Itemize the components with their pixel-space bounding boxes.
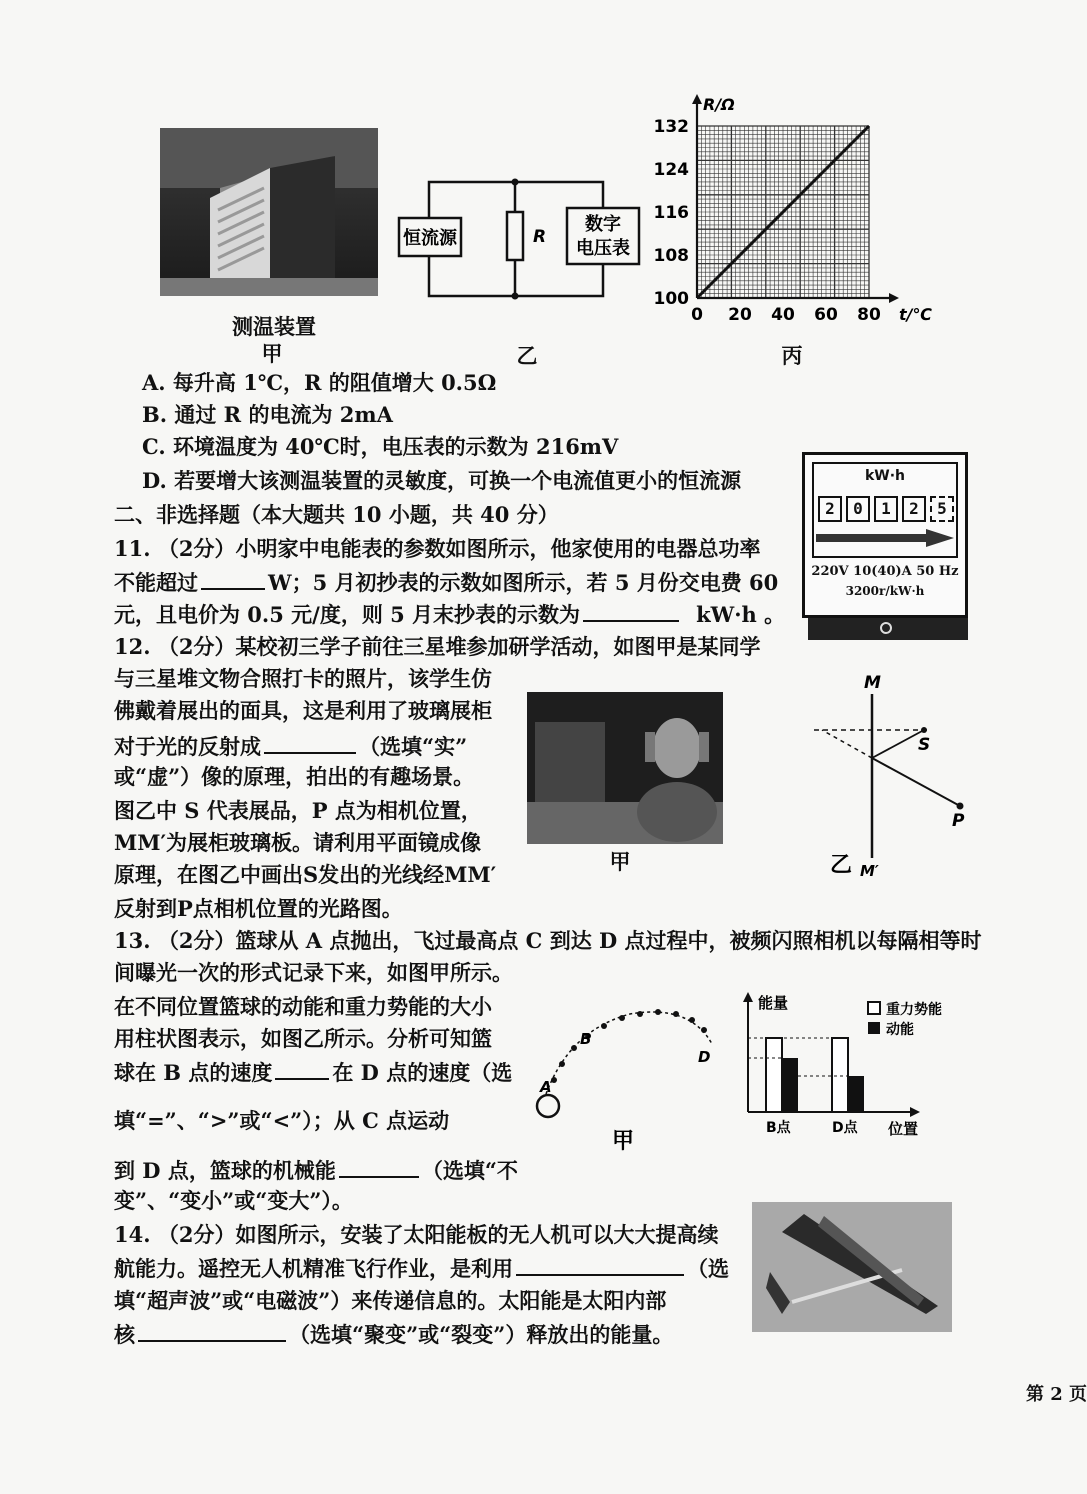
x-axis-label: t/℃	[899, 305, 932, 324]
q13-line-7b: （选填“不	[421, 1158, 518, 1183]
q13-blank-speed[interactable]	[275, 1056, 329, 1080]
energy-bar-chart	[720, 990, 980, 1150]
q11-line-3a: 元，且电价为 0.5 元/度，则 5 月末抄表的示数为	[114, 602, 581, 627]
bar-ylabel: 能量	[758, 994, 789, 1012]
solar-drone-image	[752, 1202, 952, 1332]
mirror-fig-yi-label: 乙	[830, 853, 853, 878]
meter-arrow-icon	[814, 528, 956, 548]
q11-line-2	[114, 566, 778, 598]
meter-spec-1: 220V 10(40)A 50 Hz	[811, 564, 959, 579]
circuit-diagram	[395, 170, 645, 310]
q12-line-1: 12. （2分）某校初三学子前往三星堆参加研学活动，如图甲是某同学	[114, 634, 761, 659]
sanxingdui-photo	[527, 692, 723, 844]
mirror-label-m2: M′	[860, 862, 879, 880]
circuit-meter-label-2: 电压表	[576, 238, 630, 259]
q12-line-9: 反射到P点相机位置的光路图。	[114, 896, 403, 921]
q12-line-6: 图乙中 S 代表展品，P 点为相机位置，	[114, 798, 482, 823]
x-tick-label: 60	[814, 305, 838, 325]
fig-jia-caption: 测温装置	[232, 314, 316, 339]
section-heading: 二、非选择题（本大题共 10 小题，共 40 分）	[114, 502, 559, 527]
meter-spec-2: 3200r/kW·h	[845, 584, 925, 598]
mirror-diagram	[800, 668, 990, 880]
q14-line-2b: （选	[687, 1256, 729, 1281]
q14-line-4b: （选填“聚变”或“裂变”）释放出的能量。	[289, 1322, 674, 1347]
circuit-meter-label-1: 数字	[585, 214, 621, 235]
q13-line-5a: 球在 B 点的速度	[114, 1060, 273, 1085]
q11-line-2b: W；5 月初抄表的示数如图所示，若 5 月份交电费 60	[268, 570, 779, 595]
q14-line-4	[114, 1318, 673, 1350]
ball-label-d: D	[698, 1048, 711, 1066]
q12-line-4	[114, 730, 467, 762]
x-axis-arrow	[889, 293, 899, 303]
circuit-source-label: 恒流源	[403, 228, 457, 249]
q14-line-2a: 航能力。遥控无人机精准飞行作业，是利用	[114, 1256, 513, 1281]
mirror-label-s: S	[918, 735, 931, 755]
fig-yi-label: 乙	[516, 343, 538, 368]
q11-line-1: 11. （2分）小明家中电能表的参数如图所示，他家使用的电器总功率	[114, 536, 761, 561]
q11-blank-power[interactable]	[201, 566, 265, 590]
q14-line-2	[114, 1252, 729, 1284]
y-axis-arrow	[692, 94, 702, 104]
meter-digit: 2	[902, 496, 926, 522]
q13-line-8: 变”、“变小”或“变大”）。	[114, 1188, 353, 1213]
thermometer-photo	[160, 128, 378, 296]
q12-blank-image[interactable]	[264, 730, 356, 754]
q14-line-1: 14. （2分）如图所示，安装了太阳能板的无人机可以大大提高续	[114, 1222, 719, 1247]
x-tick-label: 20	[728, 305, 752, 325]
q11-blank-reading[interactable]	[583, 598, 679, 622]
q13-line-6: 填“=”、“>”或“<”）；从 C 点运动	[114, 1108, 450, 1133]
meter-digit: 0	[846, 496, 870, 522]
q10-option-a: A. 每升高 1℃，R 的阻值增大 0.5Ω	[142, 370, 497, 395]
resistance-temperature-chart	[653, 92, 932, 332]
meter-digit: 2	[818, 496, 842, 522]
mirror-label-m: M	[864, 673, 881, 693]
y-axis-label: R/Ω	[703, 95, 735, 114]
q14-line-4a: 核	[114, 1322, 135, 1347]
basketball-trajectory	[530, 1000, 730, 1160]
meter-unit: kW·h	[864, 468, 906, 484]
fig-jia-label: 甲	[261, 341, 283, 366]
q13-line-5b: 在 D 点的速度（选	[332, 1060, 513, 1085]
q12-line-8: 原理，在图乙中画出S发出的光线经MM′	[114, 862, 497, 887]
q12-line-4a: 对于光的反射成	[114, 734, 261, 759]
x-tick-label: 0	[691, 305, 703, 325]
q13-line-7a: 到 D 点，篮球的机械能	[114, 1158, 336, 1183]
y-tick-label: 132	[653, 117, 689, 137]
bar-xcat-b: B点	[766, 1120, 791, 1136]
fig-bing-label: 丙	[781, 343, 803, 368]
electric-meter	[802, 452, 968, 640]
y-tick-label: 100	[653, 289, 689, 309]
ball-label-a: A	[540, 1078, 552, 1096]
bar-xlabel: 位置	[888, 1120, 919, 1138]
q12-line-3: 佛戴着展出的面具，这是利用了玻璃展柜	[114, 698, 492, 723]
q12-line-4b: （选填“实”	[359, 734, 468, 759]
x-tick-label: 80	[857, 305, 881, 325]
q14-line-3: 填“超声波”或“电磁波”）来传递信息的。太阳能是太阳内部	[114, 1288, 667, 1313]
y-tick-label: 108	[653, 246, 689, 266]
meter-digit-decimal: 5	[930, 496, 954, 522]
q11-line-3b: kW·h 。	[696, 602, 786, 627]
q13-line-1: 13. （2分）篮球从 A 点抛出，飞过最高点 C 到达 D 点过程中，被频闪照相机以每隔相等时	[114, 928, 982, 953]
q10-option-d: D. 若要增大该测温装置的灵敏度，可换一个电流值更小的恒流源	[142, 468, 742, 493]
meter-digits	[818, 496, 954, 522]
q13-line-4: 用柱状图表示，如图乙所示。分析可知篮	[114, 1026, 492, 1051]
circuit-resistor-label: R	[533, 227, 547, 247]
q12-fig-jia-label: 甲	[609, 849, 631, 874]
ball-fig-jia-label: 甲	[612, 1129, 635, 1154]
q11-line-3	[114, 598, 785, 630]
meter-digit: 1	[874, 496, 898, 522]
drone-photo	[752, 1202, 952, 1332]
q10-option-c: C. 环境温度为 40℃时，电压表的示数为 216mV	[142, 434, 619, 459]
q13-line-5	[114, 1056, 512, 1088]
q12-line-5: 或“虚”）像的原理，拍出的有趣场景。	[114, 764, 475, 789]
q12-line-2: 与三星堆文物合照打卡的照片，该学生仿	[114, 666, 492, 691]
q13-line-7	[114, 1154, 518, 1186]
meter-knob	[880, 622, 892, 634]
legend-potential-energy: 重力势能	[886, 1002, 942, 1018]
x-tick-label: 40	[771, 305, 795, 325]
page-number: 第 2 页	[1026, 1384, 1087, 1405]
y-tick-label: 124	[653, 160, 689, 180]
q10-option-b: B. 通过 R 的电流为 2mA	[142, 402, 393, 427]
y-tick-label: 116	[653, 203, 689, 223]
bar-xcat-d: D点	[832, 1120, 858, 1136]
q14-blank-wave[interactable]	[516, 1252, 684, 1276]
q11-line-2a: 不能超过	[114, 570, 198, 595]
q12-line-7: MM′为展柜玻璃板。请利用平面镜成像	[114, 830, 482, 855]
q13-line-3: 在不同位置篮球的动能和重力势能的大小	[114, 994, 492, 1019]
q14-blank-fusion[interactable]	[138, 1318, 286, 1342]
thermometer-shelter-image	[160, 128, 378, 296]
legend-kinetic-energy: 动能	[886, 1022, 914, 1038]
ball-label-b: B	[580, 1030, 592, 1048]
mirror-label-p: P	[952, 811, 965, 831]
q13-line-2: 间曝光一次的形式记录下来，如图甲所示。	[114, 960, 513, 985]
q13-blank-energy[interactable]	[339, 1154, 419, 1178]
mask-photo-image	[527, 692, 723, 844]
